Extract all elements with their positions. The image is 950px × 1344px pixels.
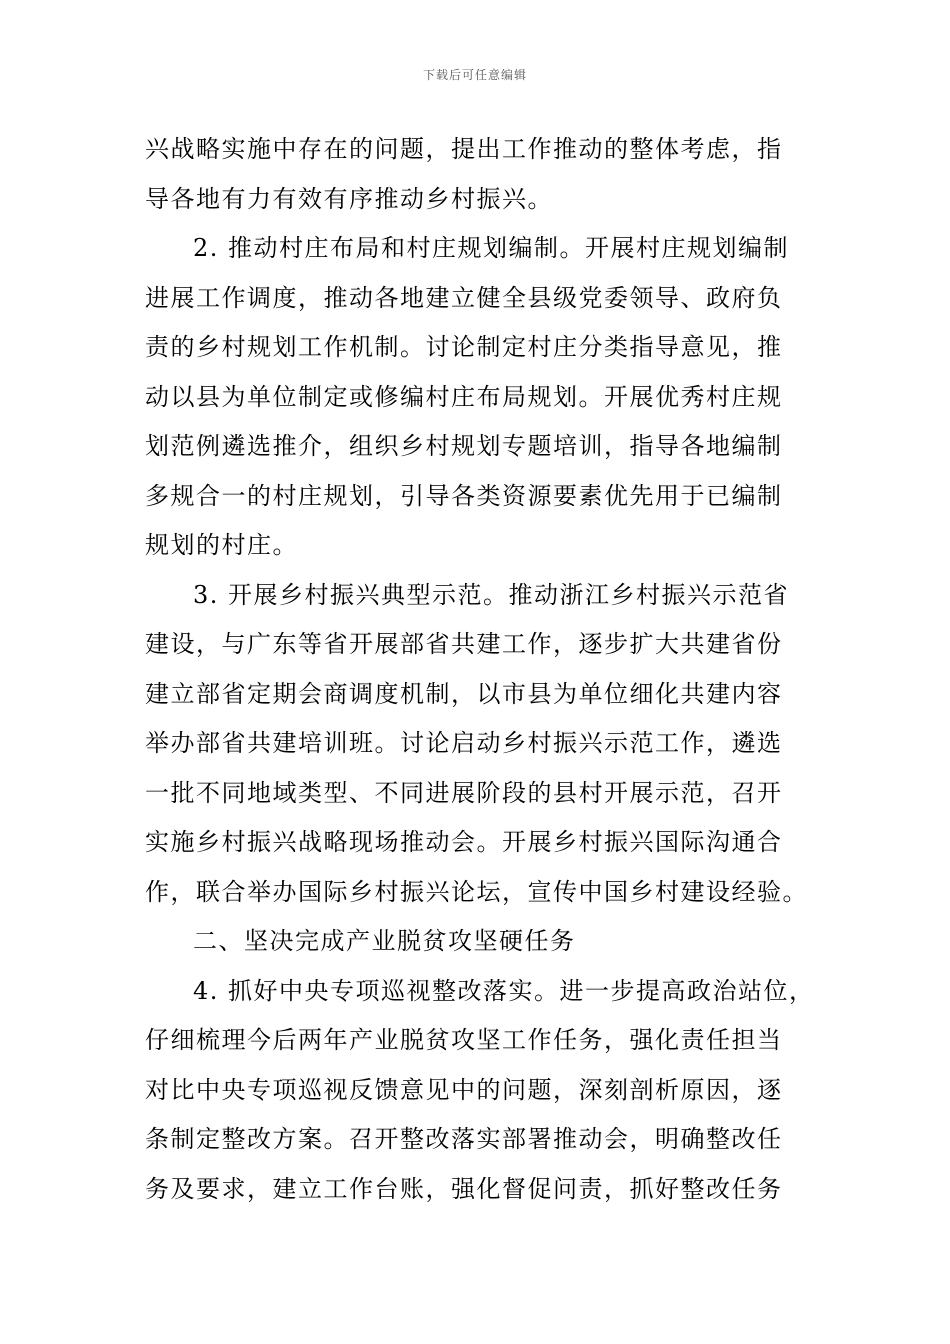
- text-line: 仔细梳理今后两年产业脱贫攻坚工作任务，强化责任担当: [145, 1026, 783, 1054]
- text-line: 一批不同地域类型、不同进展阶段的县村开展示范，召开: [145, 778, 783, 807]
- text-line: 划范例遴选推介，组织乡村规划专题培训，指导各地编制: [145, 432, 783, 460]
- text-line: 责的乡村规划工作机制。讨论制定村庄分类指导意见，推: [145, 333, 783, 361]
- text-line: 对比中央专项巡视反馈意见中的问题，深刻剖析原因，逐: [145, 1075, 783, 1104]
- text-line: 建设，与广东等省开展部省共建工作，逐步扩大共建省份: [145, 630, 783, 658]
- text-line: 动以县为单位制定或修编村庄布局规划。开展优秀村庄规: [145, 382, 783, 411]
- text-line: 实施乡村振兴战略现场推动会。开展乡村振兴国际沟通合: [145, 828, 783, 856]
- paragraph-heading-4: 4. 抓好中央专项巡视整改落实。进一步提高政治站位，: [193, 976, 815, 1005]
- text-line: 举办部省共建培训班。讨论启动乡村振兴示范工作，遴选: [145, 729, 783, 757]
- text-line: 导各地有力有效有序推动乡村振兴。: [145, 184, 553, 213]
- text-line: 条制定整改方案。召开整改落实部署推动会，明确整改任: [145, 1125, 783, 1153]
- document-body: [145, 125, 815, 1214]
- text-line: 建立部省定期会商调度机制，以市县为单位细化共建内容: [145, 679, 783, 708]
- paragraph-heading-3: 3. 开展乡村振兴典型示范。推动浙江乡村振兴示范省: [193, 580, 790, 609]
- text-line: 多规合一的村庄规划，引导各类资源要素优先用于已编制: [145, 481, 783, 510]
- page-header: 下载后可任意编辑: [422, 68, 527, 82]
- text-line: 务及要求，建立工作台账，强化督促问责，抓好整改任务: [145, 1174, 783, 1203]
- text-line: 进展工作调度，推动各地建立健全县级党委领导、政府负: [145, 283, 783, 312]
- paragraph-heading-2: 2. 推动村庄布局和村庄规划编制。开展村庄规划编制: [193, 234, 790, 262]
- text-line: 作，联合举办国际乡村振兴论坛，宣传中国乡村建设经验。: [145, 877, 808, 906]
- text-line: 规划的村庄。: [145, 531, 298, 559]
- section-heading: 二、坚决完成产业脱贫攻坚硬任务: [193, 927, 576, 955]
- text-line: 兴战略实施中存在的问题，提出工作推动的整体考虑，指: [145, 135, 783, 163]
